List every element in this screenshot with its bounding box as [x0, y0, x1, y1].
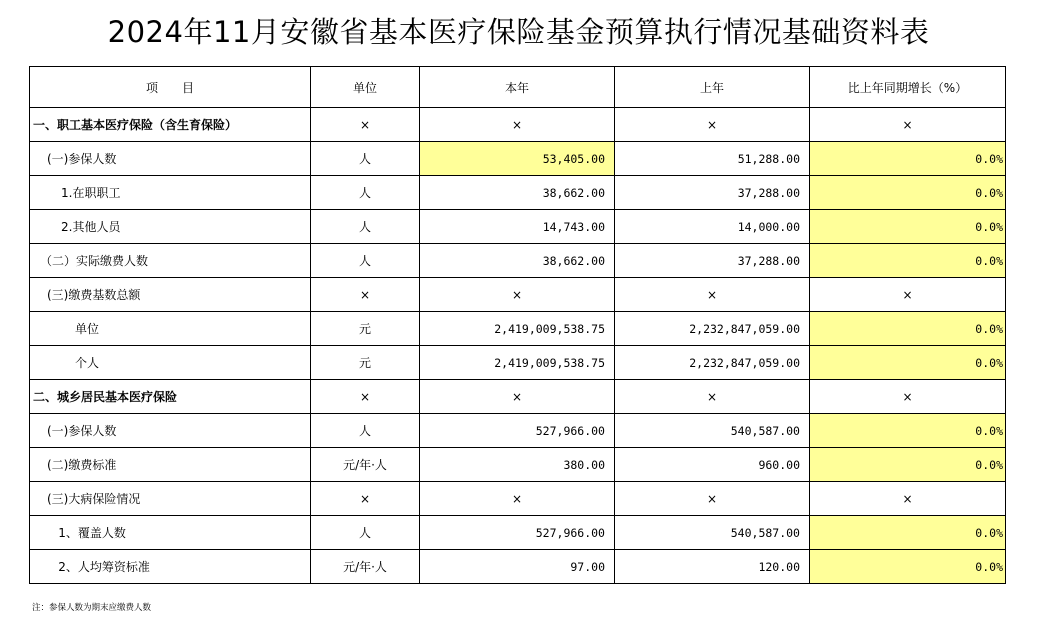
row-unit-cell: 元/年·人 — [311, 550, 420, 584]
row-previous-cell: 14,000.00 — [615, 210, 810, 244]
row-previous-cell: 120.00 — [615, 550, 810, 584]
footnote: 注：参保人数为期末应缴费人数 — [32, 603, 152, 613]
row-current-cell: 53,405.00 — [420, 142, 615, 176]
table-row — [30, 414, 1006, 448]
row-previous-cell: × — [615, 108, 810, 142]
row-item-cell: 2、人均筹资标准 — [30, 550, 311, 584]
row-unit-cell: × — [311, 278, 420, 312]
table-row — [30, 550, 1006, 584]
row-previous-cell: 540,587.00 — [615, 516, 810, 550]
row-current-cell: 2,419,009,538.75 — [420, 312, 615, 346]
row-growth-cell: 0.0% — [810, 210, 1006, 244]
table-row — [30, 176, 1006, 210]
table-row — [30, 312, 1006, 346]
row-item-cell: (三)缴费基数总额 — [30, 278, 311, 312]
row-current-cell: × — [420, 380, 615, 414]
row-previous-cell: × — [615, 380, 810, 414]
row-unit-cell: × — [311, 380, 420, 414]
table-row — [30, 142, 1006, 176]
row-current-cell: × — [420, 278, 615, 312]
row-item-cell: 1、覆盖人数 — [30, 516, 311, 550]
row-growth-cell: × — [810, 278, 1006, 312]
row-item-cell: 单位 — [30, 312, 311, 346]
table-row — [30, 482, 1006, 516]
row-item-cell: (二)缴费标准 — [30, 448, 311, 482]
row-item-cell: (三)大病保险情况 — [30, 482, 311, 516]
row-current-cell: 14,743.00 — [420, 210, 615, 244]
row-growth-cell: × — [810, 108, 1006, 142]
table-row — [30, 108, 1006, 142]
row-unit-cell: 人 — [311, 210, 420, 244]
row-previous-cell: × — [615, 278, 810, 312]
row-current-cell: 527,966.00 — [420, 414, 615, 448]
header-item: 项 目 — [30, 67, 311, 108]
row-unit-cell: 人 — [311, 516, 420, 550]
row-unit-cell: 元 — [311, 346, 420, 380]
budget-table — [29, 66, 1006, 584]
table-row — [30, 244, 1006, 278]
row-growth-cell: 0.0% — [810, 414, 1006, 448]
page-title: 2024年11月安徽省基本医疗保险基金预算执行情况基础资料表 — [107, 15, 930, 49]
table-row — [30, 448, 1006, 482]
row-growth-cell: 0.0% — [810, 516, 1006, 550]
row-growth-cell: × — [810, 482, 1006, 516]
row-item-cell: 1.在职职工 — [30, 176, 311, 210]
row-previous-cell: 37,288.00 — [615, 176, 810, 210]
row-item-cell: 2.其他人员 — [30, 210, 311, 244]
row-current-cell: 38,662.00 — [420, 244, 615, 278]
row-unit-cell: × — [311, 482, 420, 516]
row-previous-cell: 540,587.00 — [615, 414, 810, 448]
row-growth-cell: 0.0% — [810, 142, 1006, 176]
row-growth-cell: 0.0% — [810, 448, 1006, 482]
row-unit-cell: 人 — [311, 142, 420, 176]
row-previous-cell: 2,232,847,059.00 — [615, 346, 810, 380]
row-previous-cell: 960.00 — [615, 448, 810, 482]
table-row — [30, 278, 1006, 312]
row-previous-cell: × — [615, 482, 810, 516]
table-row — [30, 210, 1006, 244]
row-unit-cell: 人 — [311, 414, 420, 448]
row-current-cell: 2,419,009,538.75 — [420, 346, 615, 380]
table-row — [30, 380, 1006, 414]
row-growth-cell: × — [810, 380, 1006, 414]
header-growth: 比上年同期增长（%） — [810, 67, 1006, 108]
row-growth-cell: 0.0% — [810, 346, 1006, 380]
row-growth-cell: 0.0% — [810, 176, 1006, 210]
row-growth-cell: 0.0% — [810, 312, 1006, 346]
row-growth-cell: 0.0% — [810, 244, 1006, 278]
row-current-cell: 527,966.00 — [420, 516, 615, 550]
table-body — [30, 108, 1006, 584]
row-previous-cell: 51,288.00 — [615, 142, 810, 176]
header-current-year: 本年 — [420, 67, 615, 108]
row-item-cell: (一)参保人数 — [30, 142, 311, 176]
header-unit: 单位 — [311, 67, 420, 108]
table-row — [30, 516, 1006, 550]
table-header-row — [30, 67, 1006, 108]
table-row — [30, 346, 1006, 380]
row-current-cell: × — [420, 482, 615, 516]
row-unit-cell: 元 — [311, 312, 420, 346]
row-item-cell: 个人 — [30, 346, 311, 380]
row-current-cell: 38,662.00 — [420, 176, 615, 210]
row-current-cell: 380.00 — [420, 448, 615, 482]
row-unit-cell: 人 — [311, 244, 420, 278]
row-current-cell: 97.00 — [420, 550, 615, 584]
row-growth-cell: 0.0% — [810, 550, 1006, 584]
header-previous-year: 上年 — [615, 67, 810, 108]
row-unit-cell: 元/年·人 — [311, 448, 420, 482]
row-unit-cell: 人 — [311, 176, 420, 210]
row-item-cell: 一、职工基本医疗保险（含生育保险） — [30, 108, 311, 142]
row-previous-cell: 2,232,847,059.00 — [615, 312, 810, 346]
row-current-cell: × — [420, 108, 615, 142]
row-item-cell: (一)参保人数 — [30, 414, 311, 448]
row-previous-cell: 37,288.00 — [615, 244, 810, 278]
row-item-cell: （二）实际缴费人数 — [30, 244, 311, 278]
row-item-cell: 二、城乡居民基本医疗保险 — [30, 380, 311, 414]
row-unit-cell: × — [311, 108, 420, 142]
